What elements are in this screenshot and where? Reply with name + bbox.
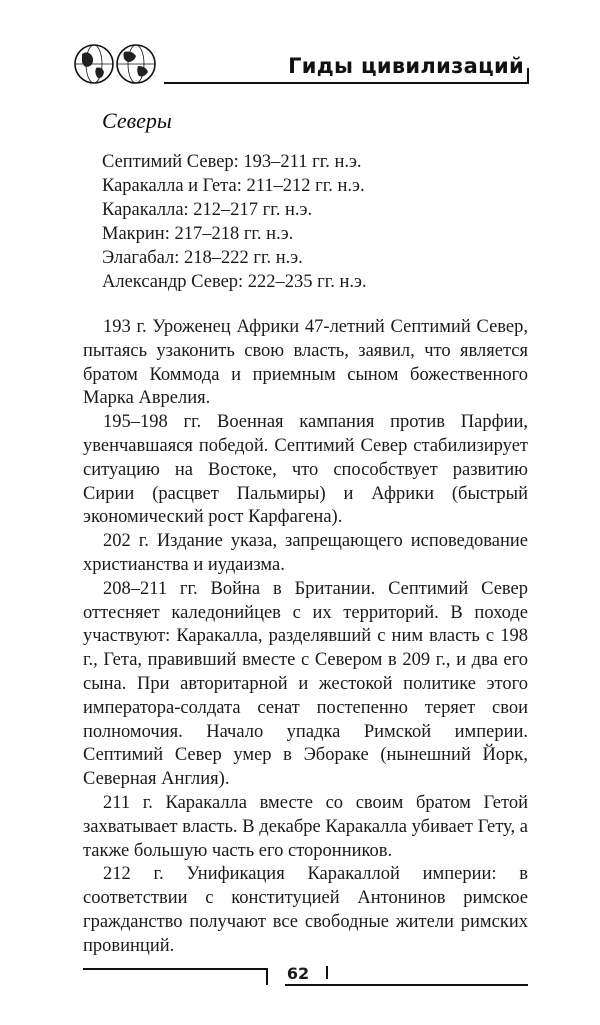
header-rule	[164, 82, 528, 84]
ruler-entry: Александр Север: 222–235 гг. н.э.	[102, 272, 367, 292]
ruler-entry: Макрин: 217–218 гг. н.э.	[102, 224, 294, 244]
paragraph: 211 г. Каракалла вместе со своим братом Гетой захватывает власть. В декабре Каракалла убивает Гету, а также большую часть его сторонников.	[83, 792, 528, 861]
ruler-entry: Элагабал: 218–222 гг. н.э.	[102, 248, 303, 268]
footer-rule-left	[83, 968, 266, 970]
body-text	[83, 316, 528, 959]
paragraph: 208–211 гг. Война в Британии. Септимий Север оттесняет каледонийцев с их территорий. В походе участвуют: Каракалла, разделявший с ним власть с 198 г., Гета, правивший вместе с Севером в 209 г., и два его сына. При авторитарной и жестокой политике этого императора-солдата сенат постепенно теряет свои полномочия. Начало упадка Римской империи. Септимий Север умер в Эбораке (нынешний Йорк, Северная Англия).	[83, 578, 528, 790]
ruler-entry: Септимий Север: 193–211 гг. н.э.	[102, 152, 362, 172]
twin-globe-icon	[72, 42, 160, 86]
ruler-entry: Каракалла и Гета: 211–212 гг. н.э.	[102, 176, 365, 196]
page-footer	[83, 958, 528, 998]
footer-rule-right	[285, 984, 528, 986]
paragraph: 202 г. Издание указа, запрещающего исповедование христианства и иудаизма.	[83, 531, 528, 575]
running-header-title: Гиды цивилизаций	[288, 54, 524, 78]
paragraph: 212 г. Унификация Каракаллой империи: в соответствии с конституцией Антонинов римское гражданство получают все свободные жители римских провинций.	[83, 864, 528, 956]
page-number: 62	[286, 964, 310, 983]
paragraph: 193 г. Уроженец Африки 47-летний Септимий Север, пытаясь узаконить свою власть, заявил, что является братом Коммода и приемным сыном божественного Марка Аврелия.	[83, 317, 528, 409]
paragraph: 195–198 гг. Военная кампания против Парфии, увенчавшаяся победой. Септимий Север стабилизирует ситуацию на Востоке, что способствует развитию Сирии (расцвет Пальмиры) и Африки (быстрый экономический рост Карфагена).	[83, 412, 528, 528]
ruler-entry: Каракалла: 212–217 гг. н.э.	[102, 200, 313, 220]
running-header	[72, 38, 532, 88]
header-rule-tick	[527, 68, 529, 84]
footer-rule-tick-left	[266, 968, 268, 985]
footer-rule-tick-right	[326, 966, 328, 979]
rulers-list	[102, 150, 542, 294]
section-title: Северы	[102, 108, 172, 133]
